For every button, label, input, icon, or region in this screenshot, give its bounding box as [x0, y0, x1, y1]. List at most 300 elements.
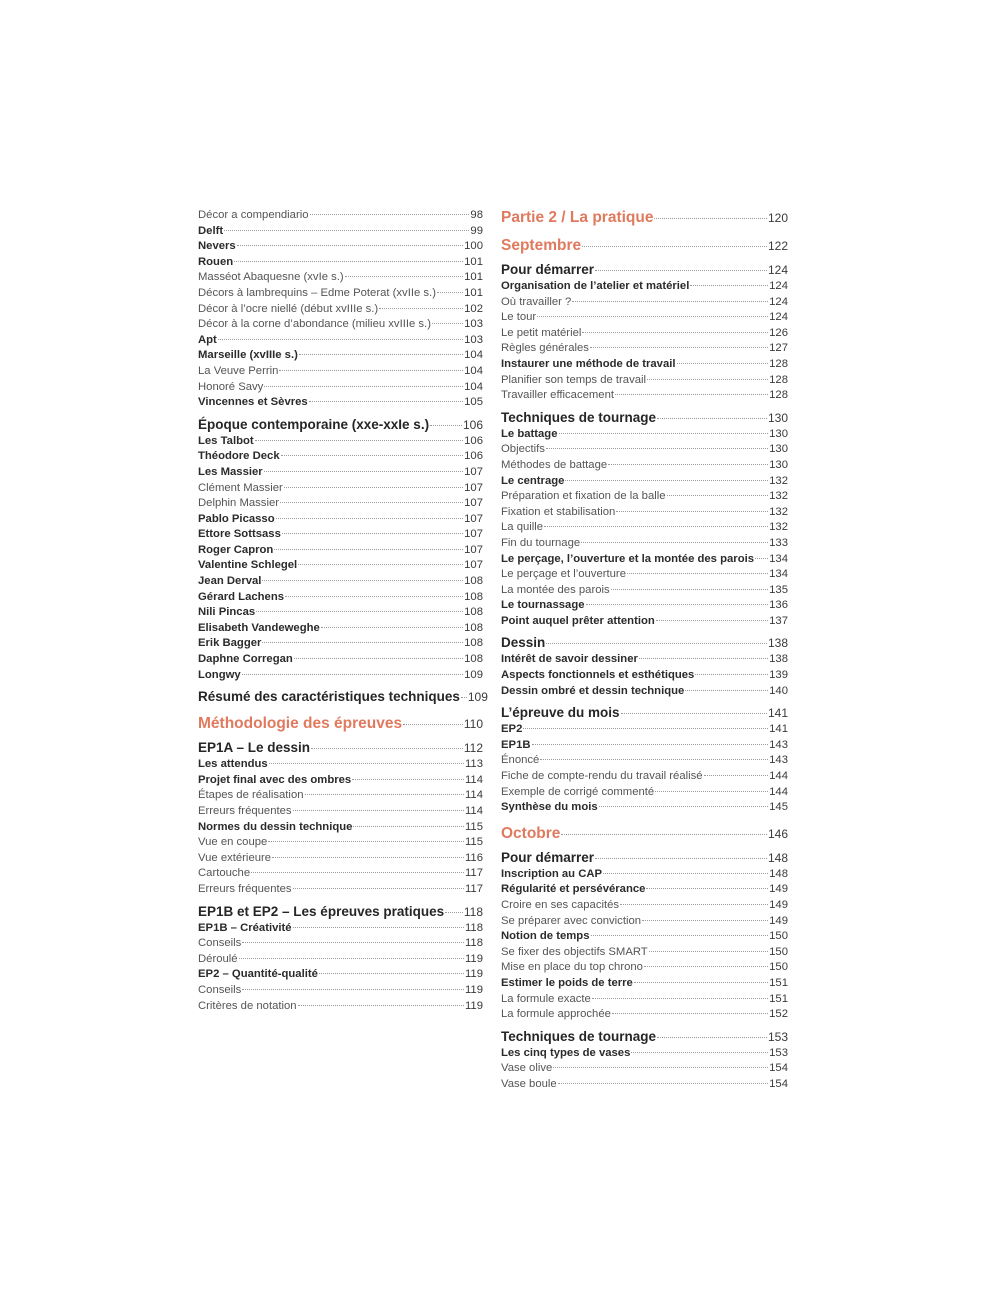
toc-entry-title: Erreurs fréquentes — [198, 805, 292, 817]
toc-entry-title: Préparation et fixation de la balle — [501, 490, 666, 503]
toc-page-number: 154 — [769, 1077, 788, 1090]
dot-leader — [612, 1013, 768, 1014]
dot-leader — [264, 471, 463, 472]
toc-entry-title: Où travailler ? — [501, 295, 572, 308]
toc-entry-bold — [501, 1046, 788, 1062]
toc-left-column — [198, 208, 488, 1014]
dot-leader — [582, 246, 767, 247]
toc-page-number: 134 — [769, 552, 788, 565]
toc-page-number: 151 — [769, 976, 788, 989]
toc-entry-title: Le tour — [501, 311, 537, 324]
toc-entry-entry — [501, 1077, 788, 1093]
toc-entry-entry — [501, 536, 788, 552]
toc-entry-bold — [198, 395, 483, 411]
toc-entry-section — [198, 739, 483, 757]
toc-entry-entry — [501, 489, 788, 505]
toc-page-number: 153 — [769, 1046, 788, 1059]
toc-entry-title: Delphin Massier — [198, 497, 279, 510]
dot-leader — [403, 724, 463, 725]
toc-entry-bold — [198, 574, 483, 590]
toc-entry-bold — [501, 738, 788, 754]
toc-entry-bold — [501, 722, 788, 738]
toc-entry-entry — [501, 1007, 788, 1023]
dot-leader — [685, 690, 768, 691]
dot-leader — [280, 502, 463, 503]
dot-leader — [353, 826, 464, 827]
toc-page-number: 128 — [769, 373, 788, 386]
toc-entry-entry — [501, 583, 788, 599]
toc-page-number: 103 — [464, 318, 483, 331]
toc-page-number: 102 — [464, 302, 483, 315]
toc-page-number: 130 — [767, 410, 788, 425]
toc-entry-title: EP2 — [501, 723, 523, 736]
toc-entry-title: Décor à l’ocre niellé (début xvIIIe s.) — [198, 302, 379, 315]
toc-page-number: 114 — [464, 805, 483, 817]
dot-leader — [281, 455, 464, 456]
toc-page-number: 101 — [464, 286, 483, 299]
dot-leader — [690, 285, 768, 286]
toc-page-number: 112 — [463, 741, 483, 756]
toc-entry-section — [501, 409, 788, 427]
toc-entry-entry — [501, 326, 788, 342]
dot-leader — [608, 464, 768, 465]
dot-leader — [620, 904, 768, 905]
toc-page-number: 106 — [462, 417, 483, 432]
dot-leader — [284, 487, 463, 488]
toc-entry-entry — [198, 999, 483, 1015]
toc-entry-entry — [501, 785, 788, 801]
toc-entry-title: Nili Pincas — [198, 606, 256, 619]
dot-leader — [272, 857, 464, 858]
toc-entry-title: Déroulé — [198, 952, 238, 965]
toc-entry-bold — [198, 921, 483, 937]
toc-page-number: 107 — [464, 481, 483, 494]
dot-leader — [251, 872, 464, 873]
toc-entry-entry — [198, 983, 483, 999]
dot-leader — [285, 596, 463, 597]
toc-page-number: 110 — [463, 717, 483, 732]
toc-entry-title: Méthodes de battage — [501, 458, 608, 471]
toc-entry-entry — [501, 960, 788, 976]
toc-page-number: 130 — [769, 458, 788, 471]
toc-page-number: 144 — [769, 785, 788, 798]
toc-page-number: 137 — [769, 614, 788, 627]
toc-entry-entry — [198, 302, 483, 318]
toc-page-number: 105 — [464, 396, 483, 409]
toc-entry-bold — [501, 652, 788, 668]
toc-page-number: 115 — [464, 836, 483, 849]
toc-entry-entry — [198, 866, 483, 882]
dot-leader — [677, 363, 769, 364]
toc-entry-title: Énoncé — [501, 754, 540, 767]
toc-entry-entry — [501, 295, 788, 311]
toc-entry-entry — [501, 753, 788, 769]
toc-page-number: 118 — [464, 921, 483, 934]
dot-leader — [586, 604, 769, 605]
toc-entry-entry — [198, 481, 483, 497]
dot-leader — [755, 558, 768, 559]
dot-leader — [242, 942, 464, 943]
dot-leader — [298, 1005, 464, 1006]
toc-entry-entry — [501, 945, 788, 961]
toc-entry-title: Les Talbot — [198, 434, 254, 447]
toc-entry-title: Conseils — [198, 983, 242, 996]
dot-leader — [667, 495, 769, 496]
toc-entry-title: Vincennes et Sèvres — [198, 396, 308, 409]
toc-entry-bold — [501, 800, 788, 816]
dot-leader — [305, 794, 464, 795]
dot-leader — [274, 549, 463, 550]
toc-entry-title: Instaurer une méthode de travail — [501, 357, 676, 370]
toc-entry-entry — [501, 388, 788, 404]
toc-page-number: 145 — [769, 801, 788, 814]
toc-page-number: 106 — [464, 434, 483, 447]
toc-page-number: 148 — [769, 867, 788, 880]
toc-entry-bold — [198, 558, 483, 574]
toc-entry-title: Se fixer des objectifs SMART — [501, 945, 648, 958]
toc-entry-title: Étapes de réalisation — [198, 789, 304, 802]
toc-page-number: 122 — [767, 239, 788, 253]
dot-leader — [279, 370, 463, 371]
dot-leader — [237, 245, 463, 246]
toc-page-number: 119 — [464, 968, 483, 981]
toc-entry-title: Cartouche — [198, 867, 251, 880]
toc-entry-title: Normes du dessin technique — [198, 820, 353, 833]
toc-entry-entry — [198, 936, 483, 952]
toc-page-number: 132 — [769, 474, 788, 487]
dot-leader — [599, 806, 768, 807]
toc-entry-title: Techniques de tournage — [501, 409, 657, 425]
toc-entry-title: Le perçage, l’ouverture et la montée des parois — [501, 552, 755, 565]
dot-leader — [704, 775, 769, 776]
toc-entry-heading — [501, 208, 788, 228]
toc-entry-title: Régularité et persévérance — [501, 883, 646, 896]
toc-entry-title: Décor a compendiario — [198, 209, 309, 221]
toc-page-number: 126 — [769, 326, 788, 339]
toc-entry-title: Clément Massier — [198, 481, 283, 494]
dot-leader — [646, 888, 768, 889]
toc-page-number: 114 — [464, 789, 483, 802]
toc-page-number: 132 — [769, 490, 788, 503]
toc-entry-entry — [501, 310, 788, 326]
toc-page-number: 146 — [767, 826, 788, 841]
dot-leader — [352, 779, 464, 780]
toc-page-number: 120 — [767, 211, 788, 225]
dot-leader — [268, 841, 464, 842]
toc-entry-title: Aspects fonctionnels et esthétiques — [501, 669, 695, 682]
toc-entry-title: Longwy — [198, 668, 241, 681]
toc-page-number: 138 — [769, 653, 788, 666]
toc-entry-entry — [198, 208, 483, 224]
dot-leader — [591, 935, 769, 936]
toc-entry-title: Inscription au CAP — [501, 867, 603, 880]
toc-entry-section — [501, 634, 788, 652]
toc-entry-heading — [501, 236, 788, 256]
toc-entry-entry — [198, 952, 483, 968]
toc-page-number: 134 — [769, 568, 788, 581]
toc-page-number: 140 — [769, 684, 788, 697]
toc-page-number: 150 — [769, 945, 788, 958]
toc-entry-bold — [501, 279, 788, 295]
toc-entry-title: Synthèse du mois — [501, 801, 598, 814]
toc-entry-title: La formule exacte — [501, 992, 591, 1005]
dot-leader — [294, 658, 463, 659]
toc-entry-entry — [501, 992, 788, 1008]
dot-leader — [532, 744, 769, 745]
dot-leader — [592, 998, 768, 999]
toc-entry-title: Vase olive — [501, 1062, 553, 1075]
toc-page-number: 119 — [464, 999, 483, 1012]
toc-page-number: 141 — [769, 723, 788, 736]
toc-page-number: 104 — [464, 380, 483, 393]
dot-leader — [656, 620, 768, 621]
toc-page-number: 108 — [464, 637, 483, 650]
dot-leader — [655, 791, 768, 792]
dot-leader — [432, 323, 463, 324]
toc-page-number: 130 — [769, 443, 788, 456]
toc-entry-title: Techniques de tournage — [501, 1028, 657, 1044]
toc-entry-section — [198, 903, 483, 921]
toc-entry-title: Théodore Deck — [198, 450, 280, 463]
toc-entry-title: EP2 – Quantité-qualité — [198, 968, 318, 981]
toc-entry-entry — [198, 882, 483, 898]
toc-page-number: 153 — [767, 1029, 788, 1044]
toc-entry-entry — [198, 270, 483, 286]
dot-leader — [634, 982, 768, 983]
toc-entry-title: Nevers — [198, 240, 236, 253]
toc-entry-entry — [198, 788, 483, 804]
toc-entry-title: Erik Bagger — [198, 637, 262, 650]
toc-entry-title: Valentine Schlegel — [198, 559, 298, 572]
toc-page-number: 132 — [769, 521, 788, 534]
dot-leader — [553, 1067, 768, 1068]
toc-page-number: 108 — [464, 653, 483, 666]
toc-entry-title: Notion de temps — [501, 930, 590, 943]
toc-page-number: 150 — [769, 961, 788, 974]
dot-leader — [293, 810, 464, 811]
toc-entry-title: Honoré Savy — [198, 380, 264, 393]
toc-entry-title: La formule approchée — [501, 1008, 611, 1021]
toc-entry-entry — [501, 1061, 788, 1077]
dot-leader — [616, 511, 768, 512]
toc-entry-bold — [198, 605, 483, 621]
toc-entry-entry — [501, 458, 788, 474]
dot-leader — [590, 347, 768, 348]
dot-leader — [695, 674, 768, 675]
toc-entry-entry — [198, 804, 483, 820]
toc-entry-bold — [198, 449, 483, 465]
toc-entry-title: Les attendus — [198, 758, 268, 771]
dot-leader — [565, 480, 768, 481]
toc-entry-bold — [198, 465, 483, 481]
toc-entry-entry — [198, 380, 483, 396]
toc-entry-entry — [198, 364, 483, 380]
toc-entry-title: Fiche de compte-rendu du travail réalisé — [501, 770, 703, 783]
toc-page-number: 115 — [464, 820, 483, 833]
toc-entry-section — [501, 1028, 788, 1046]
dot-leader — [595, 858, 767, 859]
toc-entry-entry — [501, 373, 788, 389]
toc-page-number: 143 — [769, 754, 788, 767]
toc-entry-entry — [501, 898, 788, 914]
toc-page-number: 124 — [769, 295, 788, 308]
toc-page-number: 149 — [769, 914, 788, 927]
toc-entry-title: Septembre — [501, 237, 582, 254]
toc-entry-title: Fixation et stabilisation — [501, 505, 616, 518]
toc-page-number: 124 — [767, 263, 788, 277]
toc-page-number: 130 — [769, 427, 788, 440]
toc-entry-entry — [501, 769, 788, 785]
toc-entry-title: Jean Derval — [198, 575, 262, 588]
toc-entry-bold — [198, 590, 483, 606]
toc-entry-title: Exemple de corrigé commenté — [501, 785, 655, 798]
toc-entry-title: Planifier son temps de travail — [501, 373, 647, 386]
dot-leader — [293, 888, 464, 889]
toc-page-number: 99 — [470, 224, 483, 237]
toc-entry-title: Critères de notation — [198, 999, 297, 1012]
toc-page-number: 100 — [464, 240, 483, 253]
toc-page-number: 104 — [464, 349, 483, 362]
dot-leader — [262, 642, 463, 643]
toc-page-number: 127 — [769, 342, 788, 355]
toc-entry-title: EP1B – Créativité — [198, 921, 292, 934]
toc-page-number: 138 — [767, 636, 788, 651]
dot-leader — [445, 912, 463, 913]
toc-entry-title: Conseils — [198, 937, 242, 950]
toc-page-number: 133 — [769, 536, 788, 549]
toc-entry-title: Le centrage — [501, 474, 565, 487]
toc-entry-section — [198, 688, 488, 706]
toc-entry-title: Masséot Abaquesne (xvIe s.) — [198, 271, 344, 284]
dot-leader — [537, 316, 768, 317]
toc-page-number: 103 — [464, 333, 483, 346]
toc-entry-bold — [198, 773, 483, 789]
toc-entry-title: Daphne Corregan — [198, 653, 293, 666]
dot-leader — [639, 658, 768, 659]
toc-entry-title: EP1B — [501, 738, 531, 751]
toc-entry-title: Travailler efficacement — [501, 389, 615, 402]
dot-leader — [282, 533, 463, 534]
toc-page-number: 139 — [769, 669, 788, 682]
toc-page-number: 108 — [464, 575, 483, 588]
toc-entry-bold — [198, 348, 483, 364]
toc-entry-title: Partie 2 / La pratique — [501, 209, 654, 226]
dot-leader — [561, 834, 767, 835]
toc-entry-bold — [501, 976, 788, 992]
toc-page-number: 154 — [769, 1062, 788, 1075]
dot-leader — [461, 697, 467, 698]
toc-entry-title: Décor à la corne d’abondance (milieu xvIIIe s.) — [198, 318, 431, 331]
toc-entry-bold — [198, 652, 483, 668]
toc-entry-section — [501, 261, 788, 279]
dot-leader — [611, 589, 768, 590]
toc-entry-entry — [198, 286, 483, 302]
dot-leader — [582, 332, 768, 333]
toc-page-number: 118 — [463, 904, 483, 919]
toc-entry-title: La montée des parois — [501, 583, 610, 596]
toc-page-number: 151 — [769, 992, 788, 1005]
toc-entry-bold — [198, 333, 483, 349]
dot-leader — [256, 611, 463, 612]
toc-entry-bold — [501, 684, 788, 700]
dot-leader — [239, 958, 464, 959]
toc-entry-title: Elisabeth Vandeweghe — [198, 621, 320, 634]
toc-entry-title: Octobre — [501, 824, 561, 842]
dot-leader — [321, 627, 463, 628]
toc-page-number: 119 — [464, 952, 483, 965]
toc-entry-title: Le battage — [501, 427, 558, 440]
toc-entry-bold — [198, 239, 483, 255]
dot-leader — [546, 643, 767, 644]
toc-entry-title: Époque contemporaine (xxe-xxIe s.) — [198, 416, 430, 432]
dot-leader — [603, 873, 768, 874]
toc-page-number: 152 — [769, 1008, 788, 1021]
dot-leader — [546, 448, 768, 449]
toc-entry-title: Roger Capron — [198, 543, 274, 556]
dot-leader — [234, 261, 463, 262]
toc-entry-bold — [198, 621, 483, 637]
toc-entry-title: Pour démarrer — [501, 262, 595, 277]
toc-page-number: 114 — [464, 773, 483, 786]
toc-entry-bold — [198, 820, 483, 836]
dot-leader — [595, 270, 767, 271]
toc-entry-title: Résumé des caractéristiques techniques — [198, 689, 460, 705]
toc-page-number: 119 — [464, 983, 483, 996]
toc-entry-bold — [198, 255, 483, 271]
dot-leader — [345, 276, 463, 277]
toc-entry-title: Les Massier — [198, 465, 263, 478]
toc-entry-title: Vue extérieure — [198, 851, 272, 864]
toc-entry-title: Objectifs — [501, 443, 545, 456]
toc-entry-bold — [198, 543, 483, 559]
dot-leader — [379, 308, 463, 309]
toc-entry-title: EP1B et EP2 – Les épreuves pratiques — [198, 903, 445, 919]
toc-entry-entry — [501, 341, 788, 357]
toc-page-number: 101 — [464, 255, 483, 268]
toc-entry-heading — [501, 824, 788, 844]
dot-leader — [654, 218, 767, 219]
toc-entry-bold — [198, 512, 483, 528]
toc-entry-title: Pour démarrer — [501, 849, 595, 865]
toc-entry-title: Vue en coupe — [198, 836, 268, 849]
dot-leader — [298, 564, 463, 565]
toc-page-number: 117 — [464, 882, 483, 895]
dot-leader — [299, 354, 463, 355]
toc-entry-entry — [198, 317, 483, 333]
dot-leader — [559, 433, 769, 434]
toc-page-number: 98 — [470, 209, 483, 221]
dot-leader — [269, 763, 464, 764]
toc-entry-title: Les cinq types de vases — [501, 1046, 631, 1059]
toc-page-number: 107 — [464, 559, 483, 572]
dot-leader — [437, 292, 463, 293]
dot-leader — [642, 920, 768, 921]
dot-leader — [657, 418, 767, 419]
toc-entry-title: Gérard Lachens — [198, 590, 285, 603]
dot-leader — [311, 748, 463, 749]
dot-leader — [310, 214, 470, 215]
dot-leader — [615, 394, 768, 395]
toc-page-number: 106 — [464, 450, 483, 463]
toc-entry-title: Vase boule — [501, 1077, 557, 1090]
toc-entry-entry — [198, 851, 483, 867]
toc-page-number: 135 — [769, 583, 788, 596]
toc-entry-title: Estimer le poids de terre — [501, 976, 633, 989]
toc-entry-title: Règles générales — [501, 342, 589, 355]
dot-leader — [523, 728, 768, 729]
toc-entry-bold — [501, 552, 788, 568]
dot-leader — [309, 401, 463, 402]
